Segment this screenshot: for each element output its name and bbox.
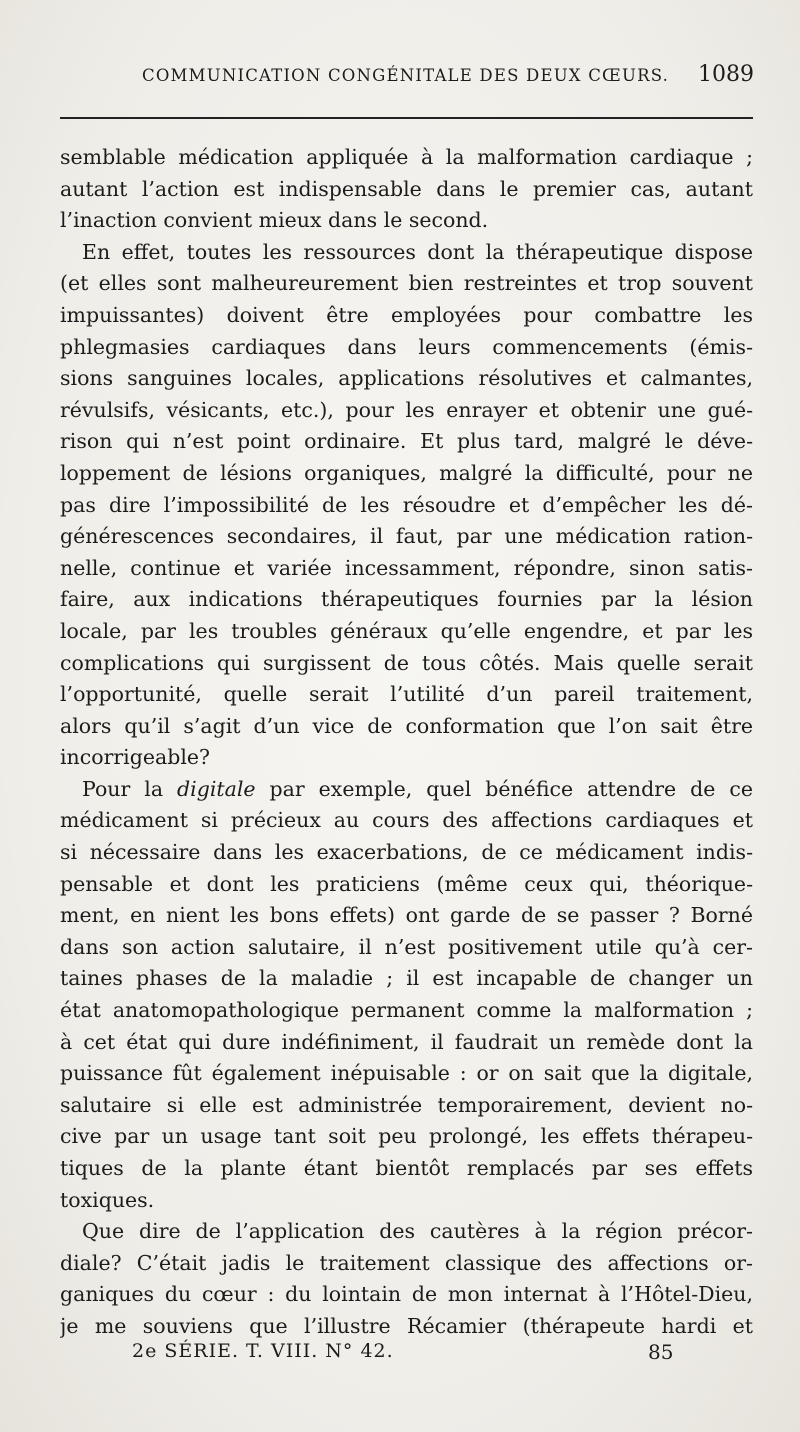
text-fragment: par exemple, quel bénéfice attendre de ce: [255, 776, 753, 801]
text-line: nelle, continue et variée incessamment, répondre, sinon satis-: [60, 555, 753, 580]
text-line: incorrigeable?: [60, 745, 211, 770]
text-line: puissance fût également inépuisable : or on sait que la digitale,: [60, 1061, 753, 1086]
signature-mark: 2e SÉRIE. T. VIII. N° 42.: [132, 1340, 394, 1362]
text-line: l’inaction convient mieux dans le second.: [60, 208, 489, 233]
text-line: Que dire de l’application des cautères à la région précor-: [82, 1219, 753, 1244]
text-line: autant l’action est indispensable dans le premier cas, autant: [60, 176, 753, 201]
text-line: alors qu’il s’agit d’un vice de conformation que l’on sait être: [60, 713, 753, 738]
text-line: locale, par les troubles généraux qu’elle engendre, et par les: [60, 618, 753, 643]
folio-number: 85: [648, 1340, 674, 1364]
text-line: ganiques du cœur : du lointain de mon internat à l’Hôtel-Dieu,: [60, 1282, 753, 1307]
text-line: état anatomopathologique permanent comme la malformation ;: [60, 998, 753, 1023]
text-line: sions sanguines locales, applications résolutives et calmantes,: [60, 366, 753, 391]
header-rule: [60, 117, 753, 119]
text-line: toxiques.: [60, 1187, 155, 1212]
text-line-with-italic: [60, 774, 753, 806]
text-line: médicament si précieux au cours des affections cardiaques et: [60, 808, 753, 833]
text-line: pensable et dont les praticiens (même ceux qui, théorique-: [60, 871, 753, 896]
text-line: ment, en nient les bons effets) ont garde de se passer ? Borné: [60, 903, 753, 928]
running-title: COMMUNICATION CONGÉNITALE DES DEUX CŒURS.: [142, 66, 670, 85]
text-line: salutaire si elle est administrée temporairement, devient no-: [60, 1092, 753, 1117]
text-line: si nécessaire dans les exacerbations, de ce médicament indis-: [60, 840, 753, 865]
text-line: dans son action salutaire, il n’est positivement utile qu’à cer-: [60, 934, 753, 959]
text-line: complications qui surgissent de tous côtés. Mais quelle serait: [60, 650, 753, 675]
text-line: je me souviens que l’illustre Récamier (thérapeute hardi et: [60, 1313, 753, 1338]
text-line: semblable médication appliquée à la malformation cardiaque ;: [60, 145, 753, 169]
page-header: [60, 60, 760, 100]
text-fragment: Pour la: [82, 776, 178, 801]
text-line: révulsifs, vésicants, etc.), pour les enrayer et obtenir une gué-: [60, 397, 753, 422]
text-line: faire, aux indications thérapeutiques fournies par la lésion: [60, 587, 753, 612]
text-line: diale? C’était jadis le traitement classique des affections or-: [60, 1250, 753, 1275]
text-line: phlegmasies cardiaques dans leurs commencements (émis-: [60, 334, 753, 359]
text-line: l’opportunité, quelle serait l’utilité d’un pareil traitement,: [60, 682, 753, 707]
text-line: tiques de la plante étant bientôt remplacés par ses effets: [60, 1156, 753, 1180]
italic-term: digitale: [177, 776, 256, 801]
text-line: (et elles sont malheureurement bien restreintes et trop souvent: [60, 271, 753, 296]
text-line: générescences secondaires, il faut, par une médication ration-: [60, 524, 753, 549]
page-footer: [60, 1340, 753, 1370]
text-line: taines phases de la maladie ; il est incapable de changer un: [60, 966, 753, 991]
page-number: 1089: [698, 62, 754, 87]
text-line: En effet, toutes les ressources dont la thérapeutique dispose: [82, 239, 753, 264]
text-line: impuissantes) doivent être employées pour combattre les: [60, 302, 753, 327]
text-line: loppement de lésions organiques, malgré la difficulté, pour ne: [60, 460, 753, 485]
text-line: rison qui n’est point ordinaire. Et plus tard, malgré le déve-: [60, 429, 753, 454]
body-text: [60, 142, 753, 1343]
text-line: à cet état qui dure indéfiniment, il faudrait un remède dont la: [60, 1029, 753, 1054]
text-line: pas dire l’impossibilité de les résoudre et d’empêcher les dé-: [60, 492, 753, 517]
text-line: cive par un usage tant soit peu prolongé, les effets thérapeu-: [60, 1124, 753, 1149]
